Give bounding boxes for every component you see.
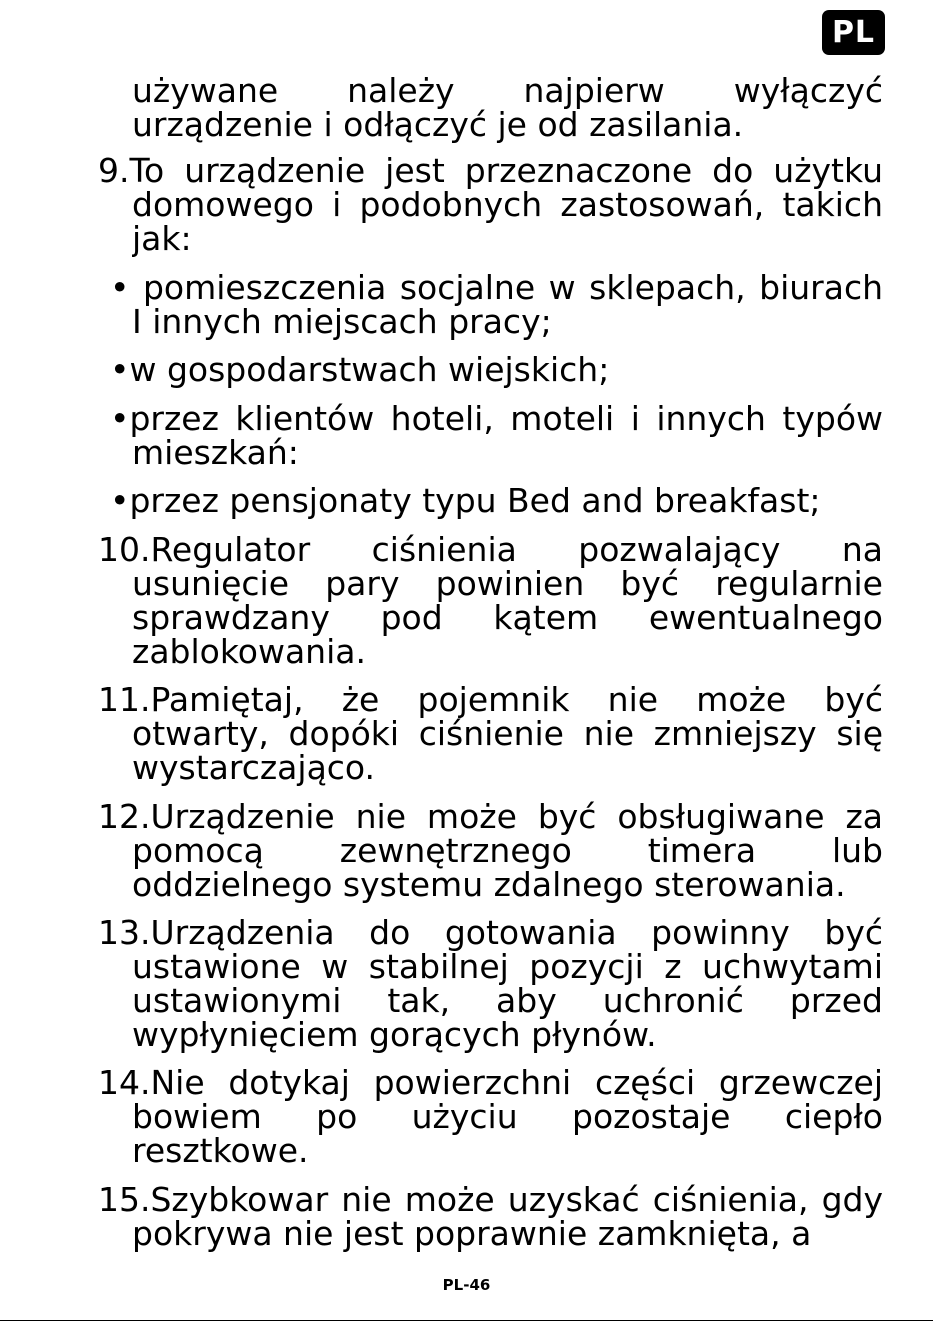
item-10-line-1: 10.Regulator ciśnienia pozwalający na: [98, 532, 883, 568]
bottom-divider: [0, 1320, 933, 1321]
page-number: PL-46: [442, 1276, 491, 1294]
item-10-line-4: zablokowania.: [132, 634, 366, 670]
item-11-line-3: wystarczająco.: [132, 750, 376, 786]
item-14-line-1: 14.Nie dotykaj powierzchni części grzewczej: [98, 1065, 883, 1101]
text-line-1: używane należy najpierw wyłączyć: [132, 73, 883, 109]
bullet-4: •przez pensjonaty typu Bed and breakfast;: [110, 483, 821, 519]
item-15-line-2: pokrywa nie jest poprawnie zamknięta, a: [132, 1216, 812, 1252]
bullet-2: •w gospodarstwach wiejskich;: [110, 352, 610, 388]
item-12-line-1: 12.Urządzenie nie może być obsługiwane za: [98, 799, 883, 835]
bullet-1-line-2: I innych miejscach pracy;: [132, 304, 552, 340]
item-10-line-3: sprawdzany pod kątem ewentualnego: [132, 600, 883, 636]
item-9-line-2: domowego i podobnych zastosowań, takich: [132, 187, 883, 223]
item-13-line-3: ustawionymi tak, aby uchronić przed: [132, 983, 883, 1019]
item-13-line-4: wypłynięciem gorących płynów.: [132, 1017, 657, 1053]
item-14-line-2: bowiem po użyciu pozostaje ciepło: [132, 1099, 883, 1135]
item-9-line-1: 9.To urządzenie jest przeznaczone do użytku: [98, 153, 883, 189]
item-15-line-1: 15.Szybkowar nie może uzyskać ciśnienia, gdy: [98, 1182, 883, 1218]
language-badge: PL: [822, 10, 885, 55]
item-13-line-2: ustawione w stabilnej pozycji z uchwytami: [132, 949, 883, 985]
text-line-2: urządzenie i odłączyć je od zasilania.: [132, 107, 744, 143]
item-13-line-1: 13.Urządzenia do gotowania powinny być: [98, 915, 883, 951]
bullet-3-line-1: •przez klientów hoteli, moteli i innych typów: [110, 401, 883, 437]
bullet-1-line-1: • pomieszczenia socjalne w sklepach, biurach: [110, 270, 883, 306]
item-9-line-3: jak:: [132, 221, 192, 257]
item-14-line-3: resztkowe.: [132, 1133, 309, 1169]
item-11-line-1: 11.Pamiętaj, że pojemnik nie może być: [98, 682, 883, 718]
item-12-line-3: oddzielnego systemu zdalnego sterowania.: [132, 867, 846, 903]
item-12-line-2: pomocą zewnętrznego timera lub: [132, 833, 883, 869]
item-11-line-2: otwarty, dopóki ciśnienie nie zmniejszy się: [132, 716, 883, 752]
item-10-line-2: usunięcie pary powinien być regularnie: [132, 566, 883, 602]
bullet-3-line-2: mieszkań:: [132, 435, 299, 471]
